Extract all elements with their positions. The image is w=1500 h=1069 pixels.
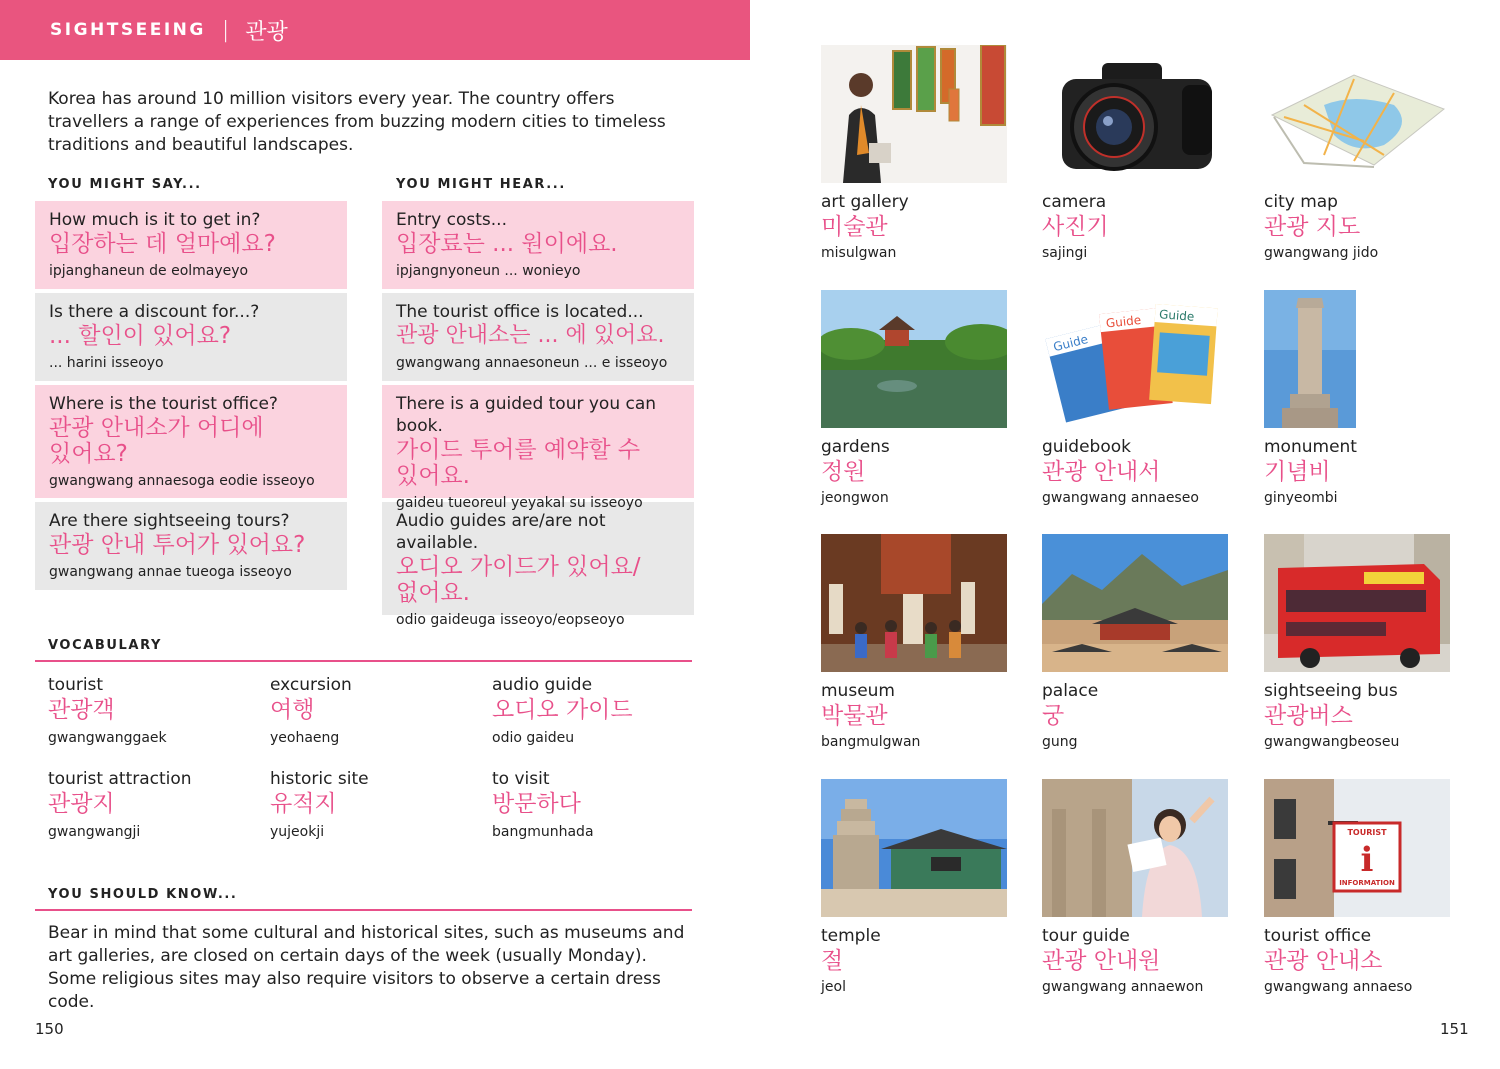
- vocab-item: [270, 769, 369, 842]
- vocab-item: [270, 675, 352, 748]
- page-number-left: 150: [35, 1020, 64, 1038]
- phrase-korean: 관광 안내 투어가 있어요?: [49, 532, 306, 558]
- tourist-sign-top: TOURIST: [1347, 828, 1387, 837]
- section-title: SIGHTSEEING: [50, 20, 206, 40]
- picture-korean: 궁: [1042, 703, 1065, 729]
- phrase-english: Is there a discount for...?: [49, 302, 260, 322]
- picture-korean: 관광 안내서: [1042, 459, 1161, 485]
- picture-card-museum: [821, 534, 1021, 752]
- picture-romanization: gwangwang annaeso: [1264, 979, 1413, 995]
- picture-english: temple: [821, 926, 881, 946]
- know-divider: [35, 909, 692, 911]
- vocab-english: tourist: [48, 675, 104, 695]
- picture-romanization: jeongwon: [821, 490, 889, 506]
- vocab-english: historic site: [270, 769, 369, 789]
- vocab-korean: 여행: [270, 697, 315, 723]
- picture-english: tourist office: [1264, 926, 1372, 946]
- art-gallery-photo: [821, 45, 1007, 183]
- phrase-english: Are there sightseeing tours?: [49, 511, 290, 531]
- phrase-romanization: ipjangnyoneun ... wonieyo: [396, 263, 581, 279]
- phrase-english: Audio guides are/are not available.: [396, 511, 606, 553]
- picture-english: guidebook: [1042, 437, 1131, 457]
- city-map-photo: [1264, 45, 1450, 183]
- picture-english: sightseeing bus: [1264, 681, 1398, 701]
- phrase-korean: 관광 안내소가 어디에 있어요?: [49, 415, 264, 467]
- monument-photo: [1264, 290, 1356, 428]
- picture-card-art-gallery: [821, 45, 1021, 263]
- info-icon: i: [1360, 840, 1374, 880]
- say-column: [35, 201, 347, 594]
- gardens-photo: [821, 290, 1007, 428]
- phrase-korean: 관광 안내소는 ... 에 있어요.: [396, 323, 665, 348]
- guidebook-cover-text-3: Guide: [1158, 307, 1195, 324]
- picture-korean: 관광 안내소: [1264, 948, 1383, 974]
- picture-card-sightseeing-bus: [1264, 534, 1464, 752]
- hear-label: YOU MIGHT HEAR...: [396, 177, 566, 192]
- vocab-item: [492, 675, 633, 748]
- picture-korean: 정원: [821, 459, 866, 485]
- picture-romanization: gwangwang annaewon: [1042, 979, 1204, 995]
- picture-korean: 기념비: [1264, 459, 1331, 485]
- section-header: [0, 0, 750, 60]
- hear-column: [382, 201, 694, 628]
- picture-romanization: misulgwan: [821, 245, 897, 261]
- picture-card-guidebook: [1042, 290, 1242, 508]
- guidebook-cover-text-1: Guide: [1051, 332, 1090, 355]
- phrase-korean: 가이드 투어를 예약할 수 있어요.: [396, 437, 641, 489]
- phrase-korean: ... 할인이 있어요?: [49, 323, 232, 349]
- phrase-box: [382, 385, 694, 511]
- phrase-english: How much is it to get in?: [49, 210, 261, 230]
- page-number-right: 151: [1440, 1020, 1469, 1038]
- picture-english: camera: [1042, 192, 1107, 212]
- phrase-english: There is a guided tour you can book.: [396, 394, 657, 436]
- picture-english: monument: [1264, 437, 1357, 457]
- vocab-item: [48, 675, 167, 748]
- vocab-romanization: gwangwanggaek: [48, 730, 167, 746]
- vocabulary-divider: [35, 660, 692, 662]
- palace-photo: [1042, 534, 1228, 672]
- intro-text: Korea has around 10 million visitors every year. The country offers travellers a range of experiences from buzzing modern cities to timeless traditions and beautiful landscapes.: [48, 89, 666, 155]
- picture-korean: 사진기: [1042, 214, 1109, 240]
- vocabulary-label: VOCABULARY: [48, 638, 163, 653]
- phrase-english: The tourist office is located...: [396, 302, 644, 322]
- museum-photo: [821, 534, 1007, 672]
- picture-romanization: ginyeombi: [1264, 490, 1338, 506]
- picture-card-camera: [1042, 45, 1242, 263]
- phrase-romanization: ... harini isseoyo: [49, 355, 164, 371]
- vocab-english: tourist attraction: [48, 769, 192, 789]
- vocab-korean: 관광객: [48, 697, 115, 723]
- picture-card-monument: [1264, 290, 1464, 508]
- phrase-box: [382, 293, 694, 381]
- phrase-korean: 입장하는 데 얼마예요?: [49, 231, 276, 257]
- phrase-box: [35, 502, 347, 590]
- phrase-romanization: gwangwang annae tueoga isseoyo: [49, 564, 292, 580]
- picture-english: tour guide: [1042, 926, 1130, 946]
- temple-photo: [821, 779, 1007, 917]
- phrase-romanization: gaideu tueoreul yeyakal su isseoyo: [396, 495, 643, 511]
- phrase-romanization: ipjanghaneun de eolmayeyo: [49, 263, 249, 279]
- vocab-english: audio guide: [492, 675, 593, 695]
- vocab-korean: 오디오 가이드: [492, 697, 633, 723]
- vocab-korean: 방문하다: [492, 791, 581, 817]
- picture-korean: 박물관: [821, 703, 888, 729]
- phrase-box: [382, 502, 694, 628]
- phrase-romanization: gwangwang annaesoga eodie isseoyo: [49, 473, 315, 489]
- vocab-item: [48, 769, 192, 842]
- picture-card-tour-guide: [1042, 779, 1242, 997]
- phrase-english: Where is the tourist office?: [49, 394, 278, 414]
- vocab-romanization: bangmunhada: [492, 824, 594, 840]
- guidebook-photo: [1042, 290, 1228, 428]
- picture-korean: 미술관: [821, 214, 888, 240]
- picture-romanization: gwangwangbeoseu: [1264, 734, 1400, 750]
- tourist-office-photo: [1264, 779, 1450, 917]
- phrase-english: Entry costs...: [396, 210, 507, 230]
- picture-english: city map: [1264, 192, 1338, 212]
- say-label: YOU MIGHT SAY...: [48, 177, 202, 192]
- camera-photo: [1042, 45, 1228, 183]
- picture-english: art gallery: [821, 192, 909, 212]
- picture-card-palace: [1042, 534, 1242, 752]
- picture-romanization: gwangwang jido: [1264, 245, 1379, 261]
- tourist-sign-bottom: INFORMATION: [1339, 879, 1395, 887]
- picture-romanization: sajingi: [1042, 245, 1088, 261]
- phrase-romanization: gwangwang annaesoneun ... e isseoyo: [396, 355, 668, 371]
- picture-card-gardens: [821, 290, 1021, 508]
- picture-romanization: bangmulgwan: [821, 734, 921, 750]
- vocab-item: [492, 769, 594, 842]
- phrase-box: [35, 293, 347, 381]
- picture-english: gardens: [821, 437, 890, 457]
- phrase-box: [382, 201, 694, 289]
- vocab-romanization: gwangwangji: [48, 824, 141, 840]
- know-label: YOU SHOULD KNOW...: [48, 887, 238, 902]
- picture-korean: 관광 지도: [1264, 214, 1361, 240]
- picture-korean: 관광 안내원: [1042, 948, 1161, 974]
- picture-card-city-map: [1264, 45, 1464, 263]
- picture-english: palace: [1042, 681, 1099, 701]
- phrase-korean: 입장료는 ... 원이에요.: [396, 231, 618, 257]
- bus-photo: [1264, 534, 1450, 672]
- picture-romanization: gwangwang annaeseo: [1042, 490, 1199, 506]
- vocab-korean: 유적지: [270, 791, 337, 817]
- picture-korean: 관광버스: [1264, 703, 1353, 729]
- picture-romanization: gung: [1042, 734, 1078, 750]
- phrase-box: [35, 385, 347, 498]
- guidebook-cover-text-2: Guide: [1105, 312, 1142, 331]
- section-title-korean: 관광: [245, 19, 288, 45]
- know-text: Bear in mind that some cultural and historical sites, such as museums and art galleries, are closed on certain days of the week (usually Monday). Some religious sites may also require visitors to observe a certain dress code.: [48, 923, 685, 1012]
- tour-guide-photo: [1042, 779, 1228, 917]
- picture-korean: 절: [821, 948, 844, 974]
- picture-card-temple: [821, 779, 1021, 997]
- picture-card-tourist-office: [1264, 779, 1464, 997]
- picture-romanization: jeol: [821, 979, 846, 995]
- phrase-romanization: odio gaideuga isseoyo/eopseoyo: [396, 612, 625, 628]
- header-separator: |: [221, 17, 230, 43]
- phrase-box: [35, 201, 347, 289]
- vocab-romanization: yujeokji: [270, 824, 325, 840]
- vocab-english: excursion: [270, 675, 352, 695]
- vocab-romanization: odio gaideu: [492, 730, 575, 746]
- vocab-korean: 관광지: [48, 791, 115, 817]
- phrase-korean: 오디오 가이드가 있어요/ 없어요.: [396, 554, 641, 606]
- picture-english: museum: [821, 681, 895, 701]
- vocab-english: to visit: [492, 769, 550, 789]
- vocab-romanization: yeohaeng: [270, 730, 340, 746]
